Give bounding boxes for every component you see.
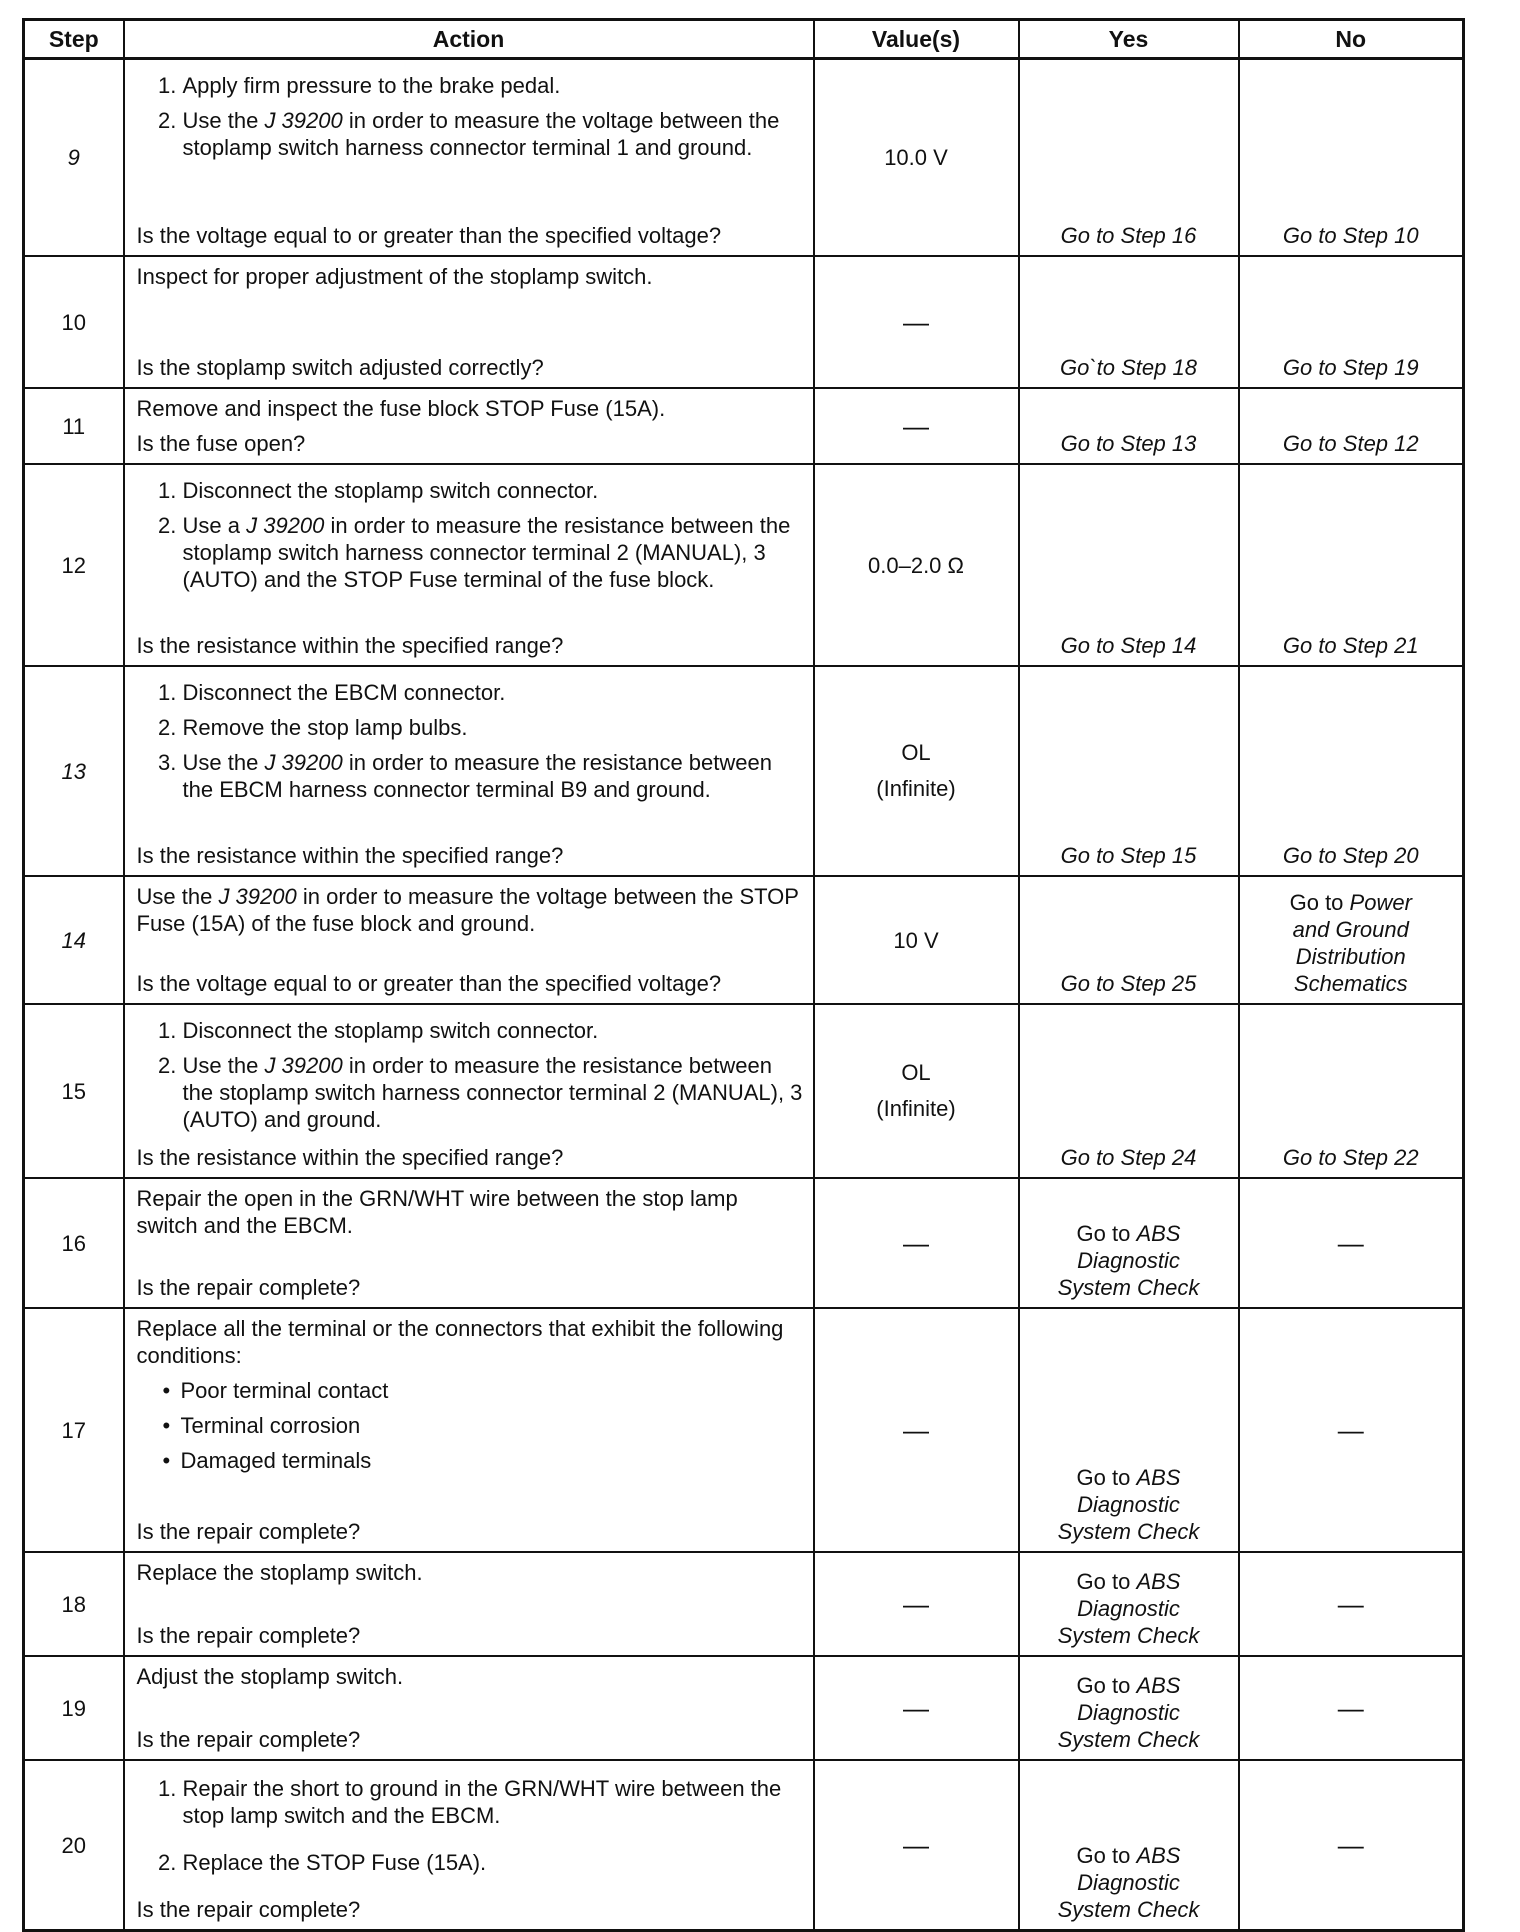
value-cell: — — [814, 1656, 1019, 1760]
step-number: 11 — [24, 388, 124, 464]
action-text: Use the J 39200 in order to measure the voltage between the STOP Fuse (15A) of the fuse block and ground. — [136, 884, 799, 936]
value-cell: 10 V — [814, 876, 1019, 1004]
action-cell — [124, 1308, 814, 1552]
action-item: 1. Disconnect the EBCM connector. — [183, 679, 803, 706]
step-number: 12 — [24, 464, 124, 666]
tool-ref: J 39200 — [246, 513, 325, 538]
action-item: 2. Use the J 39200 in order to measure the resistance between the stoplamp switch harness connector terminal 2 (MANUAL), 3 (AUTO) and ground. — [183, 1052, 803, 1133]
table-row — [24, 1552, 1464, 1656]
action-item: 2. Remove the stop lamp bulbs. — [183, 714, 803, 741]
no-goto: Go to Step 12 — [1282, 431, 1419, 456]
action-item: 1. Apply firm pressure to the brake pedal. — [183, 72, 803, 99]
action-item: 2. Use the J 39200 in order to measure the voltage between the stoplamp switch harness connector terminal 1 and ground. — [183, 107, 803, 161]
value-cell: 0.0–2.0 Ω — [814, 464, 1019, 666]
no-cell: — — [1239, 1178, 1464, 1308]
yes-cell — [1019, 1308, 1239, 1552]
action-question: Is the repair complete? — [136, 1897, 361, 1922]
action-question: Is the resistance within the specified range? — [136, 843, 564, 868]
no-cell: — — [1239, 1760, 1464, 1931]
step-number: 18 — [24, 1552, 124, 1656]
value-cell: — — [814, 256, 1019, 388]
yes-cell — [1019, 256, 1239, 388]
action-question: Is the fuse open? — [136, 431, 306, 456]
no-cell — [1239, 59, 1464, 257]
value-line: OL — [901, 740, 931, 765]
yes-cell — [1019, 1656, 1239, 1760]
table-row — [24, 1656, 1464, 1760]
header-value: Value(s) — [814, 20, 1019, 59]
yes-cell — [1019, 1760, 1239, 1931]
step-number: 13 — [24, 666, 124, 876]
header-row — [24, 20, 1464, 59]
table-row — [24, 666, 1464, 876]
value-cell — [814, 666, 1019, 876]
yes-goto: Go to Step 25 — [1060, 971, 1197, 996]
value-cell: 10.0 V — [814, 59, 1019, 257]
action-item: 2. Use a J 39200 in order to measure the resistance between the stoplamp switch harness connector terminal 2 (MANUAL), 3 (AUTO) and the STOP Fuse terminal of the fuse block. — [183, 512, 803, 593]
step-number: 16 — [24, 1178, 124, 1308]
no-goto: Go to Power and Ground Distribution Schematics — [1289, 890, 1412, 996]
yes-goto: Go to Step 13 — [1060, 431, 1197, 456]
header-no: No — [1239, 20, 1464, 59]
action-cell — [124, 464, 814, 666]
table-row — [24, 388, 1464, 464]
action-question: Is the stoplamp switch adjusted correctly? — [136, 355, 544, 380]
yes-cell — [1019, 1178, 1239, 1308]
value-cell: — — [814, 1760, 1019, 1931]
table-row — [24, 876, 1464, 1004]
yes-goto: Go to ABS Diagnostic System Check — [1057, 1221, 1200, 1300]
no-cell — [1239, 256, 1464, 388]
step-number: 9 — [24, 59, 124, 257]
diagnostic-table — [22, 18, 1465, 1932]
yes-cell — [1019, 876, 1239, 1004]
table-row — [24, 464, 1464, 666]
header-yes: Yes — [1019, 20, 1239, 59]
action-question: Is the repair complete? — [136, 1519, 361, 1544]
value-cell — [814, 1004, 1019, 1178]
action-item: 1. Disconnect the stoplamp switch connector. — [183, 1017, 803, 1044]
value-line: (Infinite) — [876, 1096, 956, 1121]
action-item: 1. Repair the short to ground in the GRN/WHT wire between the stop lamp switch and the EBCM. — [183, 1775, 803, 1829]
action-question: Is the resistance within the specified range? — [136, 1145, 564, 1170]
no-goto: Go to Step 10 — [1282, 223, 1419, 248]
yes-goto: Go to Step 24 — [1060, 1145, 1197, 1170]
table-row — [24, 256, 1464, 388]
step-number: 15 — [24, 1004, 124, 1178]
yes-goto: Go to Step 16 — [1060, 223, 1197, 248]
header-step: Step — [24, 20, 124, 59]
action-text: Inspect for proper adjustment of the stoplamp switch. — [136, 264, 653, 289]
no-cell: — — [1239, 1552, 1464, 1656]
yes-goto: Go to Step 15 — [1060, 843, 1197, 868]
action-item: 1. Disconnect the stoplamp switch connector. — [183, 477, 803, 504]
yes-cell — [1019, 666, 1239, 876]
step-number: 20 — [24, 1760, 124, 1931]
action-text: Adjust the stoplamp switch. — [136, 1664, 404, 1689]
action-item: 2. Replace the STOP Fuse (15A). — [183, 1849, 803, 1876]
no-goto: Go to Step 21 — [1282, 633, 1419, 658]
yes-goto: Go to ABS Diagnostic System Check — [1057, 1673, 1200, 1752]
value-line: OL — [901, 1060, 931, 1085]
condition-item: • Damaged terminals — [181, 1447, 803, 1474]
action-cell — [124, 1004, 814, 1178]
tool-ref: J 39200 — [264, 750, 343, 775]
yes-goto: Go`to Step 18 — [1060, 355, 1197, 380]
step-number: 14 — [24, 876, 124, 1004]
step-number: 17 — [24, 1308, 124, 1552]
table-row — [24, 1178, 1464, 1308]
tool-ref: J 39200 — [218, 884, 297, 909]
table-row — [24, 59, 1464, 257]
action-item: 3. Use the J 39200 in order to measure the resistance between the EBCM harness connector terminal B9 and ground. — [183, 749, 803, 803]
action-cell — [124, 256, 814, 388]
action-cell — [124, 388, 814, 464]
no-goto: Go to Step 22 — [1282, 1145, 1419, 1170]
step-number: 19 — [24, 1656, 124, 1760]
yes-cell — [1019, 388, 1239, 464]
condition-item: • Poor terminal contact — [181, 1377, 803, 1404]
value-cell: — — [814, 388, 1019, 464]
yes-goto: Go to Step 14 — [1060, 633, 1197, 658]
action-question: Is the repair complete? — [136, 1727, 361, 1752]
action-cell — [124, 876, 814, 1004]
yes-cell — [1019, 59, 1239, 257]
no-cell — [1239, 464, 1464, 666]
condition-item: • Terminal corrosion — [181, 1412, 803, 1439]
no-goto: Go to Step 20 — [1282, 843, 1419, 868]
yes-cell — [1019, 1004, 1239, 1178]
value-cell: — — [814, 1552, 1019, 1656]
no-cell — [1239, 1004, 1464, 1178]
no-cell — [1239, 876, 1464, 1004]
yes-goto: Go to ABS Diagnostic System Check — [1057, 1569, 1200, 1648]
table-row — [24, 1760, 1464, 1931]
action-text: Replace the stoplamp switch. — [136, 1560, 423, 1585]
value-cell: — — [814, 1308, 1019, 1552]
table-row — [24, 1308, 1464, 1552]
no-goto: Go to Step 19 — [1282, 355, 1419, 380]
table-row — [24, 1004, 1464, 1178]
header-action: Action — [124, 20, 814, 59]
action-cell — [124, 1656, 814, 1760]
yes-goto: Go to ABS Diagnostic System Check — [1057, 1465, 1200, 1544]
tool-ref: J 39200 — [264, 108, 343, 133]
no-cell: — — [1239, 1656, 1464, 1760]
no-cell — [1239, 388, 1464, 464]
tool-ref: J 39200 — [264, 1053, 343, 1078]
action-cell — [124, 1178, 814, 1308]
no-cell: — — [1239, 1308, 1464, 1552]
action-cell — [124, 59, 814, 257]
action-cell — [124, 1552, 814, 1656]
action-text: Remove and inspect the fuse block STOP Fuse (15A). — [136, 396, 666, 421]
diagnostic-table-page — [22, 18, 1462, 1922]
action-question: Is the voltage equal to or greater than the specified voltage? — [136, 223, 722, 248]
action-question: Is the voltage equal to or greater than the specified voltage? — [136, 971, 722, 996]
no-cell — [1239, 666, 1464, 876]
value-cell: — — [814, 1178, 1019, 1308]
yes-cell — [1019, 464, 1239, 666]
action-question: Is the repair complete? — [136, 1623, 361, 1648]
action-text: Replace all the terminal or the connectors that exhibit the following conditions: — [136, 1316, 784, 1368]
action-question: Is the resistance within the specified range? — [136, 633, 564, 658]
step-number: 10 — [24, 256, 124, 388]
action-cell — [124, 666, 814, 876]
value-line: (Infinite) — [876, 776, 956, 801]
yes-goto: Go to ABS Diagnostic System Check — [1057, 1843, 1200, 1922]
action-text: Repair the open in the GRN/WHT wire between the stop lamp switch and the EBCM. — [136, 1186, 738, 1238]
action-question: Is the repair complete? — [136, 1275, 361, 1300]
action-cell — [124, 1760, 814, 1931]
yes-cell — [1019, 1552, 1239, 1656]
